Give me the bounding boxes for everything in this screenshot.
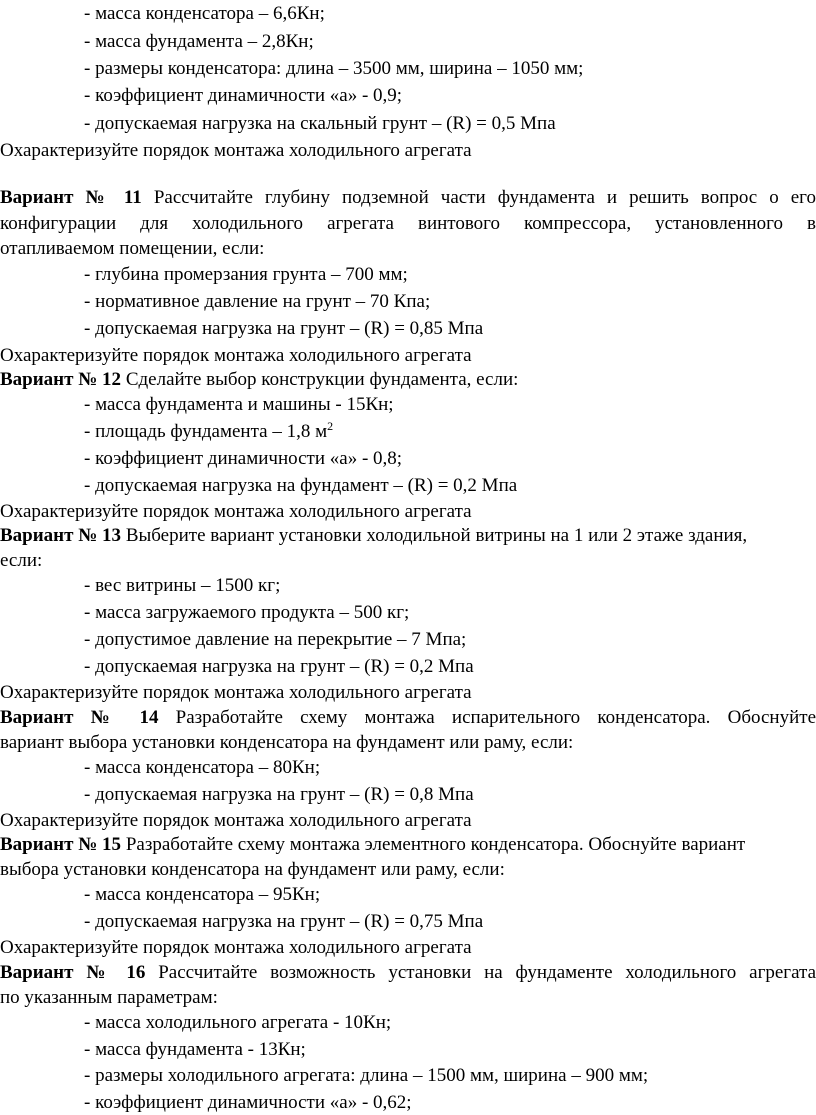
variant-label: Вариант № 12 — [0, 369, 122, 390]
list-item: - допускаемая нагрузка на грунт – (R) = 0,85 Мпа — [84, 318, 484, 339]
variant-task-line: отапливаемом помещении, если: — [0, 238, 265, 259]
list-item: - допускаемая нагрузка на скальный грунт – (R) = 0,5 Мпа — [84, 113, 556, 134]
list-item: - масса фундамента - 13Кн; — [84, 1039, 306, 1060]
variant-16-line-1 — [0, 961, 816, 985]
area-exponent: 2 — [327, 419, 334, 433]
task-footer: Охарактеризуйте порядок монтажа холодильного агрегата — [0, 501, 472, 522]
list-item: - глубина промерзания грунта – 700 мм; — [84, 264, 408, 285]
list-item: - масса холодильного агрегата - 10Кн; — [84, 1012, 392, 1033]
variant-11-line-1 — [0, 186, 816, 210]
variant-task-line: конфигурации для холодильного агрегата винтового компрессора, установленного в — [0, 213, 816, 234]
list-item: - нормативное давление на грунт – 70 Кпа; — [84, 291, 431, 312]
list-item: - масса фундамента и машины - 15Кн; — [84, 394, 394, 415]
variant-task-line: вариант выбора установки конденсатора на фундамент или раму, если: — [0, 732, 574, 753]
list-item: - вес витрины – 1500 кг; — [84, 575, 281, 596]
variant-12-line-1 — [0, 368, 816, 392]
task-footer: Охарактеризуйте порядок монтажа холодильного агрегата — [0, 937, 472, 958]
variant-task-text: Сделайте выбор конструкции фундамента, если: — [125, 369, 519, 390]
variant-task-text: Разработайте схему монтажа испарительного конденсатора. Обоснуйте — [175, 707, 816, 728]
list-item: - масса конденсатора – 80Кн; — [84, 757, 321, 778]
variant-task-line: по указанным параметрам: — [0, 987, 218, 1008]
list-item: - размеры конденсатора: длина – 3500 мм, ширина – 1050 мм; — [84, 58, 584, 79]
variant-task-text: Разработайте схему монтажа элементного конденсатора. Обоснуйте вариант — [125, 834, 746, 855]
list-item: - допускаемая нагрузка на грунт – (R) = 0,75 Мпа — [84, 911, 484, 932]
variant-label: Вариант № 16 — [0, 962, 146, 983]
list-item: - допустимое давление на перекрытие – 7 Мпа; — [84, 629, 467, 650]
list-item: - масса фундамента – 2,8Кн; — [84, 31, 314, 52]
list-item: - коэффициент динамичности «а» - 0,8; — [84, 448, 403, 469]
list-item: - допускаемая нагрузка на грунт – (R) = 0,8 Мпа — [84, 784, 474, 805]
variant-15-line-1 — [0, 833, 816, 857]
list-item: - размеры холодильного агрегата: длина – 1500 мм, ширина – 900 мм; — [84, 1065, 649, 1086]
variant-task-line: выбора установки конденсатора на фундамент или раму, если: — [0, 859, 505, 880]
variant-task-text: Выберите вариант установки холодильной витрины на 1 или 2 этаже здания, — [125, 525, 748, 546]
variant-label: Вариант № 13 — [0, 525, 122, 546]
list-item: - коэффициент динамичности «а» - 0,9; — [84, 85, 403, 106]
variant-14-line-1 — [0, 706, 816, 730]
task-footer: Охарактеризуйте порядок монтажа холодильного агрегата — [0, 682, 472, 703]
task-footer: Охарактеризуйте порядок монтажа холодильного агрегата — [0, 140, 472, 161]
list-item: - масса конденсатора – 6,6Кн; — [84, 3, 325, 24]
list-item: - коэффициент динамичности «а» - 0,62; — [84, 1092, 412, 1113]
variant-label: Вариант № 14 — [0, 707, 159, 728]
variant-task-line: если: — [0, 550, 43, 571]
task-footer: Охарактеризуйте порядок монтажа холодильного агрегата — [0, 345, 472, 366]
list-item: - масса конденсатора – 95Кн; — [84, 884, 321, 905]
variant-13-line-1 — [0, 524, 816, 548]
variant-label: Вариант № 15 — [0, 834, 122, 855]
list-item — [84, 420, 816, 444]
list-item: - допускаемая нагрузка на грунт – (R) = 0,2 Мпа — [84, 656, 474, 677]
list-item: - допускаемая нагрузка на фундамент – (R) = 0,2 Мпа — [84, 475, 518, 496]
list-item-text: - площадь фундамента – 1,8 м — [84, 421, 328, 442]
variant-task-text: Рассчитайте возможность установки на фундаменте холодильного агрегата — [158, 962, 816, 983]
variant-task-text: Рассчитайте глубину подземной части фундамента и решить вопрос о его — [153, 187, 816, 208]
task-footer: Охарактеризуйте порядок монтажа холодильного агрегата — [0, 810, 472, 831]
list-item: - масса загружаемого продукта – 500 кг; — [84, 602, 410, 623]
variant-label: Вариант № 11 — [0, 187, 142, 208]
